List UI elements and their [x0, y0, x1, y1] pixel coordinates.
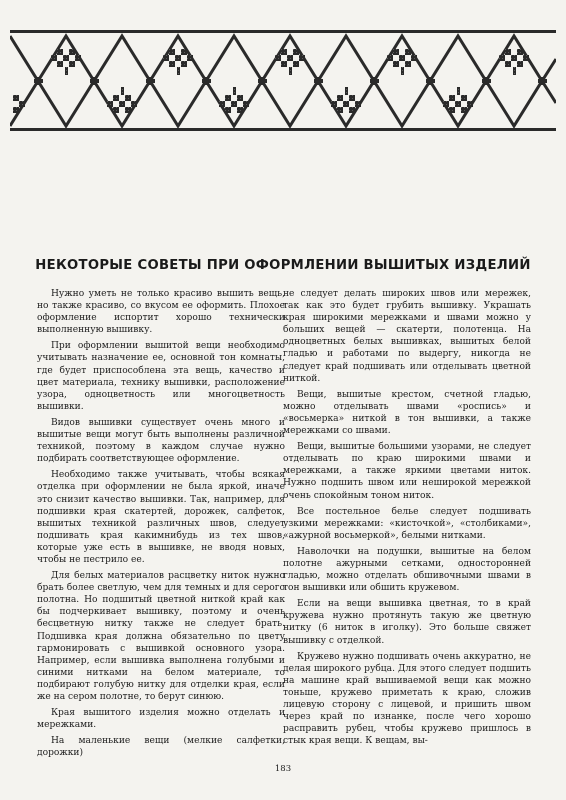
paragraph: Нужно уметь не только красиво вышить вещь, но также красиво, со вкусом ее оформить. Плохое оформление испортит хорошо технически выполненную вышивку.: [37, 289, 285, 336]
paragraph: Необходимо также учитывать, чтобы всякая отделка при оформлении не была яркой, иначе это снизит качество вышивки. Так, например, для подшивки края скатертей, дорожек, салфеток, вышитых техникой различных швов, следует подшивать края какимнибудь из тех швов, которые уже есть в вышивке, не вводя новых, чтобы не пестрило ее.: [37, 470, 285, 565]
paragraph: Вещи, вышитые крестом, счетной гладью, можно отделывать швами «роспись» и «восьмерка» ниткой в тон вышивки, а также мережками со швами.: [283, 389, 531, 437]
paragraph: Видов вышивки существует очень много и вышитые вещи могут быть выполнены различной техникой, поэтому в каждом случае нужно подбирать соответствующее оформление.: [37, 417, 285, 465]
paragraph: не следует делать широких швов или мережек, так как это будет грубить вышивку. Украшать края широкими мережками и швами можно у больших вещей — скатерти, полотенца. На одноцветных белых вышивках, вышитых белой гладью и работами по выдергу, никогда не следует край подшивать или отделывать цветной ниткой.: [283, 289, 531, 384]
paragraph: Для белых материалов расцветку ниток нужно брать более светлую, чем для темных и для серого полотна. Но подшитый цветной ниткой край как бы подчеркивает вышивку, поэтому и очень бесцветную нитку также не следует брать. Подшивка края должна обязательно по цвету гармонировать с вышивкой основного узора. Например, если вышивка выполнена голубыми и синими нитками на белом материале, то подбирают голубую нитку для отделки края, если же на сером полотне, то берут синюю.: [37, 571, 285, 702]
paragraph: Наволочки на подушки, вышитые на белом полотне ажурными сетками, односторонней гладью, можно отделать обшивочными швами в тон вышивки или обшить кружевом.: [283, 546, 531, 594]
page-number: 183: [274, 764, 292, 774]
paragraph: Кружево нужно подшивать очень аккуратно, не делая широкого рубца. Для этого следует подшить на машине край вышиваемой вещи как можно тоньше, кружево приметать к краю, сложив лицевую сторону с лицевой, и пришить швом через край по изнанке, после чего хорошо расправить рубец, чтобы кружево пришлось в стык края вещи. К вещам, вы-: [283, 651, 531, 747]
cross-stitch-ornament-icon: [10, 22, 556, 140]
article-title: НЕКОТОРЫЕ СОВЕТЫ ПРИ ОФОРМЛЕНИИ ВЫШИТЫХ ИЗДЕЛИЙ: [35, 258, 531, 273]
paragraph: Все постельное белье следует подшивать узкими мережками: «кисточкой», «столбиками», «ажурной восьмеркой», белыми нитками.: [283, 506, 531, 541]
left-column: [37, 288, 285, 763]
paragraph: Если на вещи вышивка цветная, то в край кружева нужно протянуть такую же цветную нитку (6 ниток в иголку). Это больше свяжет вышивку с отделкой.: [283, 599, 531, 646]
paragraph: Вещи, вышитые большими узорами, не следует отделывать по краю широкими швами и мережками, а также яркими цветами ниток. Нужно подшить швом или неширокой мережкой очень спокойным тоном ниток.: [283, 442, 531, 501]
right-column: [283, 288, 531, 751]
paragraph: При оформлении вышитой вещи необходимо учитывать назначение ее, основной тон комнаты, где будет приспособлена эта вещь, качество и цвет материала, технику вышивки, расположение узора, одноцветность или многоцветность вышивки.: [37, 341, 285, 412]
paragraph: Края вышитого изделия можно отделать и мережками.: [37, 708, 285, 731]
paragraph: На маленькие вещи (мелкие салфетки, дорожки): [37, 736, 285, 759]
